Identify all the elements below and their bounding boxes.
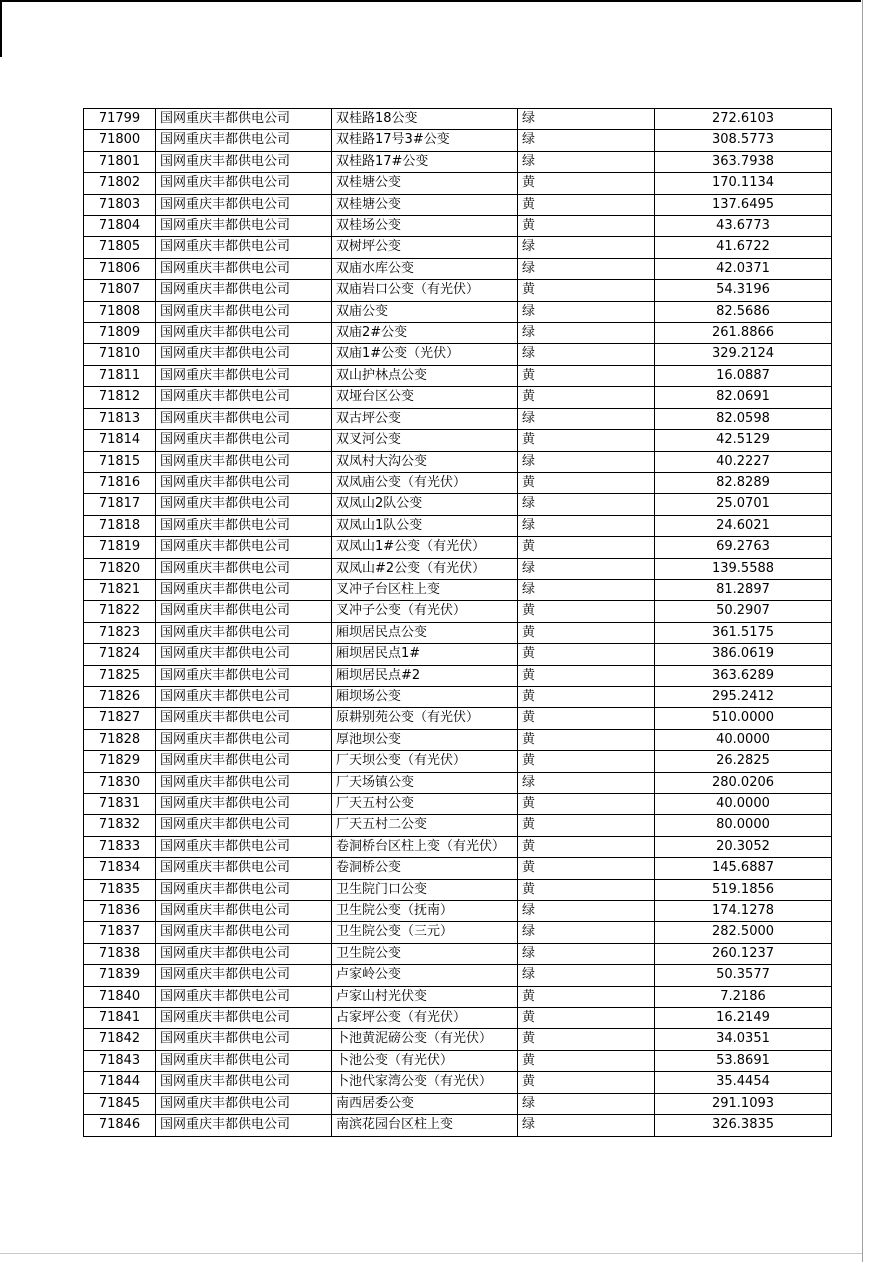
value-cell: 174.1278 <box>655 901 832 922</box>
table-row <box>84 836 832 857</box>
station-cell: 叉冲子公变（有光伏） <box>332 601 518 622</box>
row-id-cell: 71826 <box>84 686 156 707</box>
station-cell: 双庙2#公变 <box>332 323 518 344</box>
table-row <box>84 237 832 258</box>
status-cell: 绿 <box>518 1115 655 1136</box>
value-cell: 16.0887 <box>655 365 832 386</box>
station-cell: 双叉河公变 <box>332 430 518 451</box>
row-id-cell: 71835 <box>84 879 156 900</box>
value-cell: 42.0371 <box>655 258 832 279</box>
value-cell: 137.6495 <box>655 194 832 215</box>
row-id-cell: 71807 <box>84 280 156 301</box>
table-row <box>84 301 832 322</box>
company-cell: 国网重庆丰都供电公司 <box>156 1029 332 1050</box>
status-cell: 绿 <box>518 301 655 322</box>
company-cell: 国网重庆丰都供电公司 <box>156 665 332 686</box>
company-cell: 国网重庆丰都供电公司 <box>156 387 332 408</box>
table-row <box>84 686 832 707</box>
company-cell: 国网重庆丰都供电公司 <box>156 579 332 600</box>
row-id-cell: 71831 <box>84 794 156 815</box>
table-row <box>84 408 832 429</box>
value-cell: 329.2124 <box>655 344 832 365</box>
table-row <box>84 558 832 579</box>
row-id-cell: 71811 <box>84 365 156 386</box>
status-cell: 黄 <box>518 729 655 750</box>
value-cell: 35.4454 <box>655 1072 832 1093</box>
status-cell: 绿 <box>518 922 655 943</box>
company-cell: 国网重庆丰都供电公司 <box>156 194 332 215</box>
value-cell: 54.3196 <box>655 280 832 301</box>
row-id-cell: 71818 <box>84 515 156 536</box>
station-cell: 厂天场镇公变 <box>332 772 518 793</box>
row-id-cell: 71805 <box>84 237 156 258</box>
value-cell: 7.2186 <box>655 986 832 1007</box>
status-cell: 黄 <box>518 173 655 194</box>
status-cell: 绿 <box>518 109 655 130</box>
company-cell: 国网重庆丰都供电公司 <box>156 237 332 258</box>
value-cell: 50.3577 <box>655 965 832 986</box>
station-cell: 厂天坝公变（有光伏） <box>332 751 518 772</box>
row-id-cell: 71800 <box>84 130 156 151</box>
status-cell: 绿 <box>518 579 655 600</box>
status-cell: 绿 <box>518 237 655 258</box>
station-cell: 占家坪公变（有光伏） <box>332 1008 518 1029</box>
company-cell: 国网重庆丰都供电公司 <box>156 301 332 322</box>
value-cell: 145.6887 <box>655 858 832 879</box>
table-row <box>84 109 832 130</box>
station-cell: 双庙岩口公变（有光伏） <box>332 280 518 301</box>
station-cell: 双庙公变 <box>332 301 518 322</box>
company-cell: 国网重庆丰都供电公司 <box>156 1115 332 1136</box>
station-cell: 卜池代家湾公变（有光伏） <box>332 1072 518 1093</box>
company-cell: 国网重庆丰都供电公司 <box>156 794 332 815</box>
station-cell: 双桂塘公变 <box>332 173 518 194</box>
row-id-cell: 71813 <box>84 408 156 429</box>
row-id-cell: 71810 <box>84 344 156 365</box>
row-id-cell: 71824 <box>84 644 156 665</box>
company-cell: 国网重庆丰都供电公司 <box>156 430 332 451</box>
table-row <box>84 151 832 172</box>
company-cell: 国网重庆丰都供电公司 <box>156 922 332 943</box>
status-cell: 黄 <box>518 665 655 686</box>
company-cell: 国网重庆丰都供电公司 <box>156 408 332 429</box>
table-row <box>84 194 832 215</box>
table-row <box>84 644 832 665</box>
row-id-cell: 71816 <box>84 472 156 493</box>
status-cell: 黄 <box>518 644 655 665</box>
value-cell: 361.5175 <box>655 622 832 643</box>
station-cell: 双桂路17#公变 <box>332 151 518 172</box>
station-cell: 双桂塘公变 <box>332 194 518 215</box>
row-id-cell: 71830 <box>84 772 156 793</box>
station-cell: 双桂路18公变 <box>332 109 518 130</box>
table-row <box>84 986 832 1007</box>
row-id-cell: 71845 <box>84 1093 156 1114</box>
company-cell: 国网重庆丰都供电公司 <box>156 109 332 130</box>
table-row <box>84 1050 832 1071</box>
row-id-cell: 71829 <box>84 751 156 772</box>
status-cell: 绿 <box>518 494 655 515</box>
station-cell: 双桂路17号3#公变 <box>332 130 518 151</box>
value-cell: 326.3835 <box>655 1115 832 1136</box>
value-cell: 24.6021 <box>655 515 832 536</box>
status-cell: 黄 <box>518 1050 655 1071</box>
company-cell: 国网重庆丰都供电公司 <box>156 258 332 279</box>
table-body <box>84 109 832 1137</box>
status-cell: 绿 <box>518 772 655 793</box>
table-row <box>84 515 832 536</box>
station-cell: 双凤庙公变（有光伏） <box>332 472 518 493</box>
page-break-rule-left <box>0 0 2 57</box>
row-id-cell: 71832 <box>84 815 156 836</box>
row-id-cell: 71844 <box>84 1072 156 1093</box>
value-cell: 82.0691 <box>655 387 832 408</box>
row-id-cell: 71839 <box>84 965 156 986</box>
company-cell: 国网重庆丰都供电公司 <box>156 494 332 515</box>
status-cell: 黄 <box>518 430 655 451</box>
row-id-cell: 71815 <box>84 451 156 472</box>
station-cell: 双凤山1队公变 <box>332 515 518 536</box>
status-cell: 绿 <box>518 130 655 151</box>
station-cell: 卷洞桥台区柱上变（有光伏） <box>332 836 518 857</box>
value-cell: 139.5588 <box>655 558 832 579</box>
row-id-cell: 71843 <box>84 1050 156 1071</box>
station-cell: 原耕别苑公变（有光伏） <box>332 708 518 729</box>
value-cell: 363.7938 <box>655 151 832 172</box>
value-cell: 295.2412 <box>655 686 832 707</box>
station-cell: 双凤村大沟公变 <box>332 451 518 472</box>
status-cell: 黄 <box>518 836 655 857</box>
table-row <box>84 665 832 686</box>
company-cell: 国网重庆丰都供电公司 <box>156 515 332 536</box>
table-row <box>84 537 832 558</box>
value-cell: 41.6722 <box>655 237 832 258</box>
company-cell: 国网重庆丰都供电公司 <box>156 986 332 1007</box>
station-cell: 双树坪公变 <box>332 237 518 258</box>
table-row <box>84 280 832 301</box>
company-cell: 国网重庆丰都供电公司 <box>156 1072 332 1093</box>
station-cell: 厂天五村二公变 <box>332 815 518 836</box>
company-cell: 国网重庆丰都供电公司 <box>156 815 332 836</box>
company-cell: 国网重庆丰都供电公司 <box>156 280 332 301</box>
table-row <box>84 901 832 922</box>
company-cell: 国网重庆丰都供电公司 <box>156 1050 332 1071</box>
page-edge-rule-bottom <box>0 1253 862 1254</box>
table-row <box>84 965 832 986</box>
station-cell: 双古坪公变 <box>332 408 518 429</box>
table-row <box>84 258 832 279</box>
row-id-cell: 71836 <box>84 901 156 922</box>
status-cell: 黄 <box>518 751 655 772</box>
table-row <box>84 772 832 793</box>
value-cell: 50.2907 <box>655 601 832 622</box>
company-cell: 国网重庆丰都供电公司 <box>156 943 332 964</box>
company-cell: 国网重庆丰都供电公司 <box>156 1008 332 1029</box>
table-row <box>84 579 832 600</box>
company-cell: 国网重庆丰都供电公司 <box>156 836 332 857</box>
status-cell: 黄 <box>518 794 655 815</box>
station-cell: 双凤山2队公变 <box>332 494 518 515</box>
status-cell: 黄 <box>518 815 655 836</box>
table-row <box>84 494 832 515</box>
company-cell: 国网重庆丰都供电公司 <box>156 622 332 643</box>
status-cell: 黄 <box>518 1008 655 1029</box>
company-cell: 国网重庆丰都供电公司 <box>156 751 332 772</box>
value-cell: 80.0000 <box>655 815 832 836</box>
row-id-cell: 71814 <box>84 430 156 451</box>
row-id-cell: 71822 <box>84 601 156 622</box>
station-cell: 卫生院公变（三元） <box>332 922 518 943</box>
table-row <box>84 387 832 408</box>
power-station-table <box>83 108 832 1137</box>
company-cell: 国网重庆丰都供电公司 <box>156 1093 332 1114</box>
station-cell: 卢家岭公变 <box>332 965 518 986</box>
value-cell: 282.5000 <box>655 922 832 943</box>
row-id-cell: 71846 <box>84 1115 156 1136</box>
value-cell: 20.3052 <box>655 836 832 857</box>
table-row <box>84 1093 832 1114</box>
station-cell: 叉冲子台区柱上变 <box>332 579 518 600</box>
value-cell: 53.8691 <box>655 1050 832 1071</box>
status-cell: 绿 <box>518 258 655 279</box>
station-cell: 双庙水库公变 <box>332 258 518 279</box>
table-row <box>84 451 832 472</box>
status-cell: 绿 <box>518 965 655 986</box>
row-id-cell: 71803 <box>84 194 156 215</box>
company-cell: 国网重庆丰都供电公司 <box>156 729 332 750</box>
row-id-cell: 71841 <box>84 1008 156 1029</box>
company-cell: 国网重庆丰都供电公司 <box>156 151 332 172</box>
status-cell: 黄 <box>518 216 655 237</box>
table-row <box>84 130 832 151</box>
table-row <box>84 879 832 900</box>
company-cell: 国网重庆丰都供电公司 <box>156 708 332 729</box>
table-row <box>84 922 832 943</box>
status-cell: 绿 <box>518 151 655 172</box>
row-id-cell: 71806 <box>84 258 156 279</box>
station-cell: 南滨花园台区柱上变 <box>332 1115 518 1136</box>
status-cell: 黄 <box>518 879 655 900</box>
status-cell: 绿 <box>518 1093 655 1114</box>
row-id-cell: 71821 <box>84 579 156 600</box>
status-cell: 绿 <box>518 344 655 365</box>
status-cell: 黄 <box>518 601 655 622</box>
value-cell: 308.5773 <box>655 130 832 151</box>
value-cell: 40.2227 <box>655 451 832 472</box>
row-id-cell: 71837 <box>84 922 156 943</box>
table-row <box>84 1008 832 1029</box>
table-row <box>84 1072 832 1093</box>
station-cell: 双山护林点公变 <box>332 365 518 386</box>
value-cell: 280.0206 <box>655 772 832 793</box>
status-cell: 黄 <box>518 622 655 643</box>
company-cell: 国网重庆丰都供电公司 <box>156 601 332 622</box>
value-cell: 25.0701 <box>655 494 832 515</box>
table-row <box>84 601 832 622</box>
company-cell: 国网重庆丰都供电公司 <box>156 901 332 922</box>
value-cell: 386.0619 <box>655 644 832 665</box>
company-cell: 国网重庆丰都供电公司 <box>156 472 332 493</box>
table-row <box>84 815 832 836</box>
row-id-cell: 71827 <box>84 708 156 729</box>
table-row <box>84 323 832 344</box>
table-row <box>84 858 832 879</box>
row-id-cell: 71842 <box>84 1029 156 1050</box>
table-row <box>84 344 832 365</box>
station-cell: 卜池公变（有光伏） <box>332 1050 518 1071</box>
page-edge-rule-right <box>862 0 863 1262</box>
station-cell: 双凤山1#公变（有光伏） <box>332 537 518 558</box>
status-cell: 绿 <box>518 515 655 536</box>
table-row <box>84 173 832 194</box>
status-cell: 黄 <box>518 537 655 558</box>
station-cell: 厢坝居民点#2 <box>332 665 518 686</box>
value-cell: 510.0000 <box>655 708 832 729</box>
station-cell: 厚池坝公变 <box>332 729 518 750</box>
value-cell: 291.1093 <box>655 1093 832 1114</box>
station-cell: 卫生院公变 <box>332 943 518 964</box>
status-cell: 绿 <box>518 943 655 964</box>
company-cell: 国网重庆丰都供电公司 <box>156 344 332 365</box>
company-cell: 国网重庆丰都供电公司 <box>156 858 332 879</box>
company-cell: 国网重庆丰都供电公司 <box>156 686 332 707</box>
value-cell: 82.5686 <box>655 301 832 322</box>
status-cell: 绿 <box>518 451 655 472</box>
table-row <box>84 1029 832 1050</box>
row-id-cell: 71808 <box>84 301 156 322</box>
company-cell: 国网重庆丰都供电公司 <box>156 365 332 386</box>
status-cell: 黄 <box>518 686 655 707</box>
row-id-cell: 71838 <box>84 943 156 964</box>
row-id-cell: 71828 <box>84 729 156 750</box>
status-cell: 黄 <box>518 986 655 1007</box>
company-cell: 国网重庆丰都供电公司 <box>156 965 332 986</box>
row-id-cell: 71823 <box>84 622 156 643</box>
company-cell: 国网重庆丰都供电公司 <box>156 130 332 151</box>
company-cell: 国网重庆丰都供电公司 <box>156 558 332 579</box>
status-cell: 绿 <box>518 408 655 429</box>
value-cell: 363.6289 <box>655 665 832 686</box>
station-cell: 厢坝居民点公变 <box>332 622 518 643</box>
status-cell: 黄 <box>518 472 655 493</box>
company-cell: 国网重庆丰都供电公司 <box>156 879 332 900</box>
table-row <box>84 622 832 643</box>
row-id-cell: 71817 <box>84 494 156 515</box>
table-row <box>84 365 832 386</box>
station-cell: 厢坝居民点1# <box>332 644 518 665</box>
table-row <box>84 943 832 964</box>
value-cell: 40.0000 <box>655 729 832 750</box>
row-id-cell: 71834 <box>84 858 156 879</box>
station-cell: 卢家山村光伏变 <box>332 986 518 1007</box>
row-id-cell: 71812 <box>84 387 156 408</box>
station-cell: 卜池黄泥磅公变（有光伏） <box>332 1029 518 1050</box>
status-cell: 黄 <box>518 280 655 301</box>
status-cell: 黄 <box>518 1029 655 1050</box>
row-id-cell: 71799 <box>84 109 156 130</box>
station-cell: 卫生院门口公变 <box>332 879 518 900</box>
value-cell: 261.8866 <box>655 323 832 344</box>
value-cell: 170.1134 <box>655 173 832 194</box>
station-cell: 卫生院公变（抚南） <box>332 901 518 922</box>
value-cell: 519.1856 <box>655 879 832 900</box>
value-cell: 26.2825 <box>655 751 832 772</box>
station-cell: 双垭台区公变 <box>332 387 518 408</box>
table-row <box>84 472 832 493</box>
company-cell: 国网重庆丰都供电公司 <box>156 451 332 472</box>
status-cell: 黄 <box>518 365 655 386</box>
row-id-cell: 71819 <box>84 537 156 558</box>
row-id-cell: 71801 <box>84 151 156 172</box>
company-cell: 国网重庆丰都供电公司 <box>156 537 332 558</box>
table-row <box>84 729 832 750</box>
station-cell: 厢坝场公变 <box>332 686 518 707</box>
page-break-rule-top <box>0 0 861 2</box>
value-cell: 43.6773 <box>655 216 832 237</box>
value-cell: 34.0351 <box>655 1029 832 1050</box>
table-row <box>84 430 832 451</box>
station-cell: 卷洞桥公变 <box>332 858 518 879</box>
status-cell: 绿 <box>518 558 655 579</box>
row-id-cell: 71820 <box>84 558 156 579</box>
value-cell: 260.1237 <box>655 943 832 964</box>
value-cell: 81.2897 <box>655 579 832 600</box>
table-row <box>84 751 832 772</box>
table-row <box>84 708 832 729</box>
value-cell: 40.0000 <box>655 794 832 815</box>
status-cell: 绿 <box>518 323 655 344</box>
company-cell: 国网重庆丰都供电公司 <box>156 772 332 793</box>
row-id-cell: 71802 <box>84 173 156 194</box>
row-id-cell: 71804 <box>84 216 156 237</box>
table-row <box>84 1115 832 1136</box>
row-id-cell: 71825 <box>84 665 156 686</box>
status-cell: 黄 <box>518 1072 655 1093</box>
value-cell: 272.6103 <box>655 109 832 130</box>
value-cell: 16.2149 <box>655 1008 832 1029</box>
status-cell: 绿 <box>518 901 655 922</box>
table-row <box>84 794 832 815</box>
station-cell: 南西居委公变 <box>332 1093 518 1114</box>
station-cell: 双凤山#2公变（有光伏） <box>332 558 518 579</box>
station-cell: 双庙1#公变（光伏） <box>332 344 518 365</box>
table-row <box>84 216 832 237</box>
status-cell: 黄 <box>518 194 655 215</box>
row-id-cell: 71840 <box>84 986 156 1007</box>
station-cell: 厂天五村公变 <box>332 794 518 815</box>
company-cell: 国网重庆丰都供电公司 <box>156 173 332 194</box>
company-cell: 国网重庆丰都供电公司 <box>156 216 332 237</box>
status-cell: 黄 <box>518 858 655 879</box>
status-cell: 黄 <box>518 708 655 729</box>
value-cell: 82.8289 <box>655 472 832 493</box>
station-cell: 双桂场公变 <box>332 216 518 237</box>
row-id-cell: 71833 <box>84 836 156 857</box>
row-id-cell: 71809 <box>84 323 156 344</box>
value-cell: 82.0598 <box>655 408 832 429</box>
status-cell: 黄 <box>518 387 655 408</box>
company-cell: 国网重庆丰都供电公司 <box>156 323 332 344</box>
value-cell: 69.2763 <box>655 537 832 558</box>
company-cell: 国网重庆丰都供电公司 <box>156 644 332 665</box>
value-cell: 42.5129 <box>655 430 832 451</box>
